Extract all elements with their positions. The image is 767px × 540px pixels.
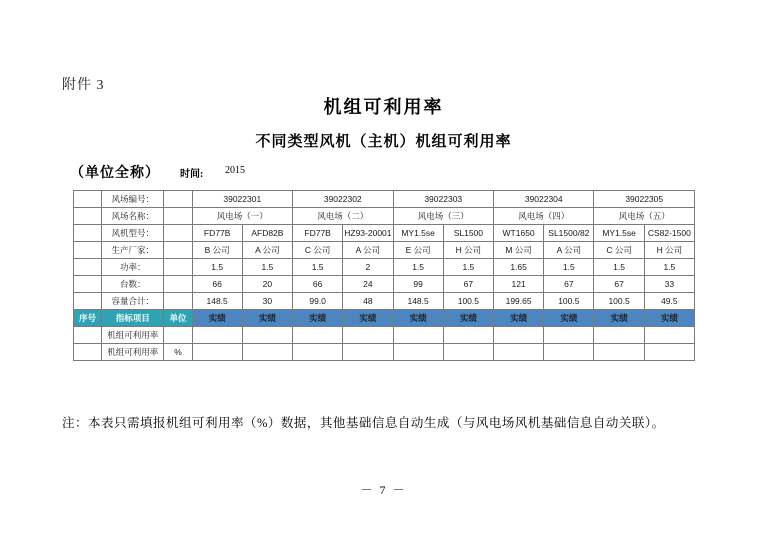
- time-label: 时间:: [180, 169, 204, 180]
- row-label-manufacturer: 生产厂家：: [102, 242, 164, 259]
- spacer-cell: [164, 225, 192, 242]
- spacer-cell: [74, 191, 102, 208]
- count-3a: 99: [393, 276, 443, 293]
- row1-value-2b[interactable]: [343, 327, 393, 344]
- row2-value-1a[interactable]: [192, 344, 242, 361]
- table-row-power: [74, 259, 695, 276]
- spacer-cell: [164, 242, 192, 259]
- capacity-5b: 49.5: [644, 293, 694, 310]
- turbine-model-2a: FD77B: [293, 225, 343, 242]
- table-header-band: [74, 310, 695, 327]
- manufacturer-1a: B 公司: [192, 242, 242, 259]
- row1-value-5b[interactable]: [644, 327, 694, 344]
- power-1a: 1.5: [192, 259, 242, 276]
- capacity-3a: 148.5: [393, 293, 443, 310]
- row2-value-1b[interactable]: [242, 344, 292, 361]
- row2-value-2b[interactable]: [343, 344, 393, 361]
- count-4a: 121: [493, 276, 543, 293]
- row1-unit: [164, 327, 192, 344]
- spacer-cell: [164, 276, 192, 293]
- row-label-power: 功率：: [102, 259, 164, 276]
- row1-value-3a[interactable]: [393, 327, 443, 344]
- header-value-4a: 实绩: [493, 310, 543, 327]
- table-row: [74, 327, 695, 344]
- row1-value-4b[interactable]: [544, 327, 594, 344]
- farm-code-1: 39022301: [192, 191, 292, 208]
- row2-value-2a[interactable]: [293, 344, 343, 361]
- attachment-label: 附件 3: [62, 78, 105, 93]
- count-3b: 67: [443, 276, 493, 293]
- turbine-model-5b: CS82-1500: [644, 225, 694, 242]
- power-3a: 1.5: [393, 259, 443, 276]
- row2-unit: %: [164, 344, 192, 361]
- row1-value-4a[interactable]: [493, 327, 543, 344]
- header-value-1a: 实绩: [192, 310, 242, 327]
- power-3b: 1.5: [443, 259, 493, 276]
- turbine-model-4a: WT1650: [493, 225, 543, 242]
- capacity-2b: 48: [343, 293, 393, 310]
- header-value-3b: 实绩: [443, 310, 493, 327]
- header-value-3a: 实绩: [393, 310, 443, 327]
- manufacturer-3b: H 公司: [443, 242, 493, 259]
- unit-name-label: （单位全称）: [70, 166, 160, 181]
- farm-name-1: 风电场（一）: [192, 208, 292, 225]
- table-row-farm-code: [74, 191, 695, 208]
- row1-value-2a[interactable]: [293, 327, 343, 344]
- manufacturer-5b: H 公司: [644, 242, 694, 259]
- row1-value-5a[interactable]: [594, 327, 644, 344]
- power-5b: 1.5: [644, 259, 694, 276]
- power-2a: 1.5: [293, 259, 343, 276]
- spacer-cell: [74, 259, 102, 276]
- page-number: － 7 －: [360, 483, 407, 497]
- turbine-model-5a: MY1.5se: [594, 225, 644, 242]
- farm-code-2: 39022302: [293, 191, 393, 208]
- row2-value-3b[interactable]: [443, 344, 493, 361]
- row1-value-1b[interactable]: [242, 327, 292, 344]
- table-row: [74, 344, 695, 361]
- table-note: 注：本表只需填报机组可利用率（%）数据，其他基础信息自动生成（与风电场风机基础信息自动关联）。: [62, 416, 665, 430]
- count-2b: 24: [343, 276, 393, 293]
- power-1b: 1.5: [242, 259, 292, 276]
- spacer-cell: [164, 191, 192, 208]
- manufacturer-4b: A 公司: [544, 242, 594, 259]
- capacity-3b: 100.5: [443, 293, 493, 310]
- capacity-5a: 100.5: [594, 293, 644, 310]
- farm-name-4: 风电场（四）: [493, 208, 593, 225]
- capacity-4a: 199.65: [493, 293, 543, 310]
- spacer-cell: [74, 293, 102, 310]
- header-seq: 序号: [74, 310, 102, 327]
- spacer-cell: [164, 259, 192, 276]
- power-4a: 1.65: [493, 259, 543, 276]
- spacer-cell: [74, 242, 102, 259]
- count-2a: 66: [293, 276, 343, 293]
- manufacturer-1b: A 公司: [242, 242, 292, 259]
- manufacturer-3a: E 公司: [393, 242, 443, 259]
- manufacturer-2a: C 公司: [293, 242, 343, 259]
- capacity-1b: 30: [242, 293, 292, 310]
- farm-code-3: 39022303: [393, 191, 493, 208]
- row2-value-3a[interactable]: [393, 344, 443, 361]
- power-5a: 1.5: [594, 259, 644, 276]
- row2-value-5a[interactable]: [594, 344, 644, 361]
- row-label-count: 台数：: [102, 276, 164, 293]
- capacity-4b: 100.5: [544, 293, 594, 310]
- count-1b: 20: [242, 276, 292, 293]
- spacer-cell: [74, 276, 102, 293]
- manufacturer-5a: C 公司: [594, 242, 644, 259]
- row2-value-4a[interactable]: [493, 344, 543, 361]
- row1-value-3b[interactable]: [443, 327, 493, 344]
- row-label-turbine-model: 风机型号：: [102, 225, 164, 242]
- manufacturer-4a: M 公司: [493, 242, 543, 259]
- header-value-2a: 实绩: [293, 310, 343, 327]
- turbine-model-2b: HZ93-20001: [343, 225, 393, 242]
- page-title: 机组可利用率: [323, 97, 444, 117]
- count-1a: 66: [192, 276, 242, 293]
- row1-seq[interactable]: [74, 327, 102, 344]
- header-value-5b: 实绩: [644, 310, 694, 327]
- page-subtitle: 不同类型风机（主机）机组可利用率: [255, 134, 512, 150]
- turbine-model-1a: FD77B: [192, 225, 242, 242]
- row2-seq[interactable]: [74, 344, 102, 361]
- turbine-model-3b: SL1500: [443, 225, 493, 242]
- time-value: 2015: [225, 165, 245, 176]
- turbine-model-3a: MY1.5se: [393, 225, 443, 242]
- spacer-cell: [74, 208, 102, 225]
- header-unit: 单位: [164, 310, 192, 327]
- count-4b: 67: [544, 276, 594, 293]
- farm-code-4: 39022304: [493, 191, 593, 208]
- header-value-5a: 实绩: [594, 310, 644, 327]
- capacity-1a: 148.5: [192, 293, 242, 310]
- availability-table: [73, 190, 695, 361]
- count-5b: 33: [644, 276, 694, 293]
- turbine-model-4b: SL1500/82: [544, 225, 594, 242]
- table-row-manufacturer: [74, 242, 695, 259]
- count-5a: 67: [594, 276, 644, 293]
- farm-name-5: 风电场（五）: [594, 208, 695, 225]
- power-4b: 1.5: [544, 259, 594, 276]
- row2-value-5b[interactable]: [644, 344, 694, 361]
- row-label-farm-name: 风场名称：: [102, 208, 164, 225]
- table-row-capacity-total: [74, 293, 695, 310]
- manufacturer-2b: A 公司: [343, 242, 393, 259]
- table-row-farm-name: [74, 208, 695, 225]
- turbine-model-1b: AFD82B: [242, 225, 292, 242]
- header-value-1b: 实绩: [242, 310, 292, 327]
- farm-code-5: 39022305: [594, 191, 695, 208]
- header-value-2b: 实绩: [343, 310, 393, 327]
- spacer-cell: [164, 293, 192, 310]
- header-value-4b: 实绩: [544, 310, 594, 327]
- farm-name-3: 风电场（三）: [393, 208, 493, 225]
- row2-value-4b[interactable]: [544, 344, 594, 361]
- spacer-cell: [164, 208, 192, 225]
- row-label-capacity-total: 容量合计：: [102, 293, 164, 310]
- power-2b: 2: [343, 259, 393, 276]
- row1-value-1a[interactable]: [192, 327, 242, 344]
- row-label-farm-code: 风场编号：: [102, 191, 164, 208]
- table-row-count: [74, 276, 695, 293]
- farm-name-2: 风电场（二）: [293, 208, 393, 225]
- row1-indicator: 机组可利用率: [102, 327, 164, 344]
- header-indicator: 指标项目: [102, 310, 164, 327]
- table-row-turbine-model: [74, 225, 695, 242]
- capacity-2a: 99.0: [293, 293, 343, 310]
- row2-indicator: 机组可利用率: [102, 344, 164, 361]
- unit-and-time-row: [70, 162, 710, 182]
- spacer-cell: [74, 225, 102, 242]
